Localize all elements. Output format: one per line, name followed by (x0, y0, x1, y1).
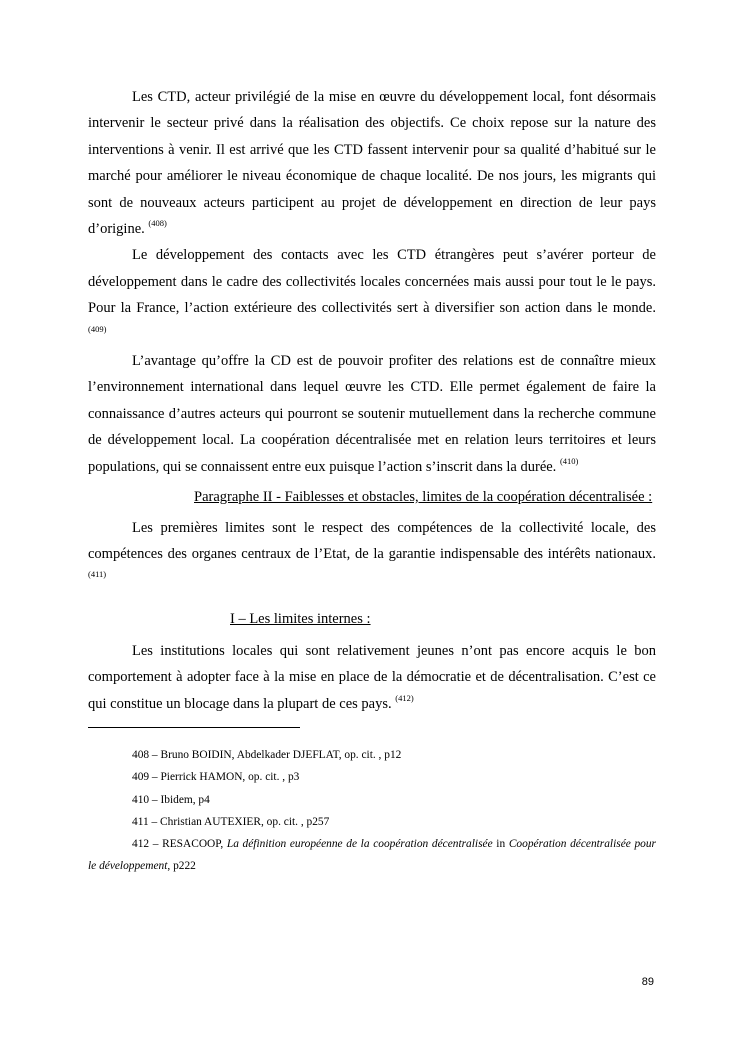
footnote-408: 408 – Bruno BOIDIN, Abdelkader DJEFLAT, op. cit. , p12 (132, 748, 402, 761)
footnote-412-title: La définition européenne de la coopération décentralisée (226, 838, 493, 851)
page-body (88, 84, 656, 878)
footnote-ref-409: (409) (88, 323, 107, 334)
section-heading-paragraphe-ii: Paragraphe II - Faiblesses et obstacles, limites de la coopération décentralisée : (194, 489, 653, 506)
paragraph-text: Le développement des contacts avec les CTD étrangères peut s’avérer porteur de développement dans le cadre des collectivités locales concernées mais aussi pour tout le le pays. Pour la France, l’action extérieure des collectivités sert à diversifier son action dans le monde. (88, 247, 656, 317)
footnote-412-middle: in (492, 838, 509, 851)
footnote-ref-412: (412) (395, 692, 414, 703)
paragraph-avantage (88, 348, 656, 480)
paragraph-text: Les premières limites sont le respect des compétences de la collectivité locale, des compétences des organes centraux de l’Etat, de la garantie indispensable des intérêts nationaux. (88, 519, 656, 562)
footnote-410: 410 – Ibidem, p4 (132, 793, 210, 806)
section-heading-limites-internes: I – Les limites internes : (230, 610, 371, 627)
footnote-412 (88, 833, 656, 878)
paragraph-text: Les CTD, acteur privilégié de la mise en œuvre du développement local, font désormais intervenir le secteur privé dans la réalisation des objectifs. Ce choix repose sur la nature des interventions à venir. Il est arrivé que les CTD fassent intervenir pour sa qualité d’habitué sur le marché pour améliorer le niveau économique de chaque localité. De nos jours, les migrants qui sont de nouveaux acteurs participent au projet de développement en direction de leur pays d’origine. (88, 89, 656, 238)
footnote-411: 411 – Christian AUTEXIER, op. cit. , p257 (132, 815, 330, 828)
footnote-ref-411: (411) (88, 569, 107, 580)
footnote-412-source: Coopération décentralisée pour le développement (88, 838, 656, 873)
footnote-ref-408: (408) (148, 218, 167, 229)
paragraph-premieres-limites (88, 515, 656, 594)
page-number: 89 (641, 976, 654, 988)
footnote-separator (88, 727, 300, 728)
paragraph-ctd-acteur (88, 84, 656, 242)
paragraph-institutions (88, 638, 656, 717)
footnote-ref-410: (410) (559, 455, 579, 466)
footnote-412-suffix: , p222 (167, 860, 196, 873)
paragraph-text: L’avantage qu’offre la CD est de pouvoir profiter des relations est de connaître mieux l’environnement international dans lequel œuvre les CTD. Elle permet également de faire la connaissance d’autres acteurs qui pourront se soutenir mutuellement dans la recherche commune de développement local. La coopération décentralisée met en relation leurs territoires et leurs populations, qui se connaissent entre eux puisque l’action s’inscrit dans la durée. (88, 353, 656, 475)
paragraph-contacts (88, 242, 656, 348)
footnote-412-prefix: 412 – RESACOOP, (132, 838, 227, 851)
footnote-409: 409 – Pierrick HAMON, op. cit. , p3 (132, 771, 300, 784)
paragraph-text: Les institutions locales qui sont relativement jeunes n’ont pas encore acquis le bon comportement à adopter face à la mise en place de la démocratie et de décentralisation. C’est ce qui constitue un blocage dans la plupart de ces pays. (88, 642, 656, 712)
